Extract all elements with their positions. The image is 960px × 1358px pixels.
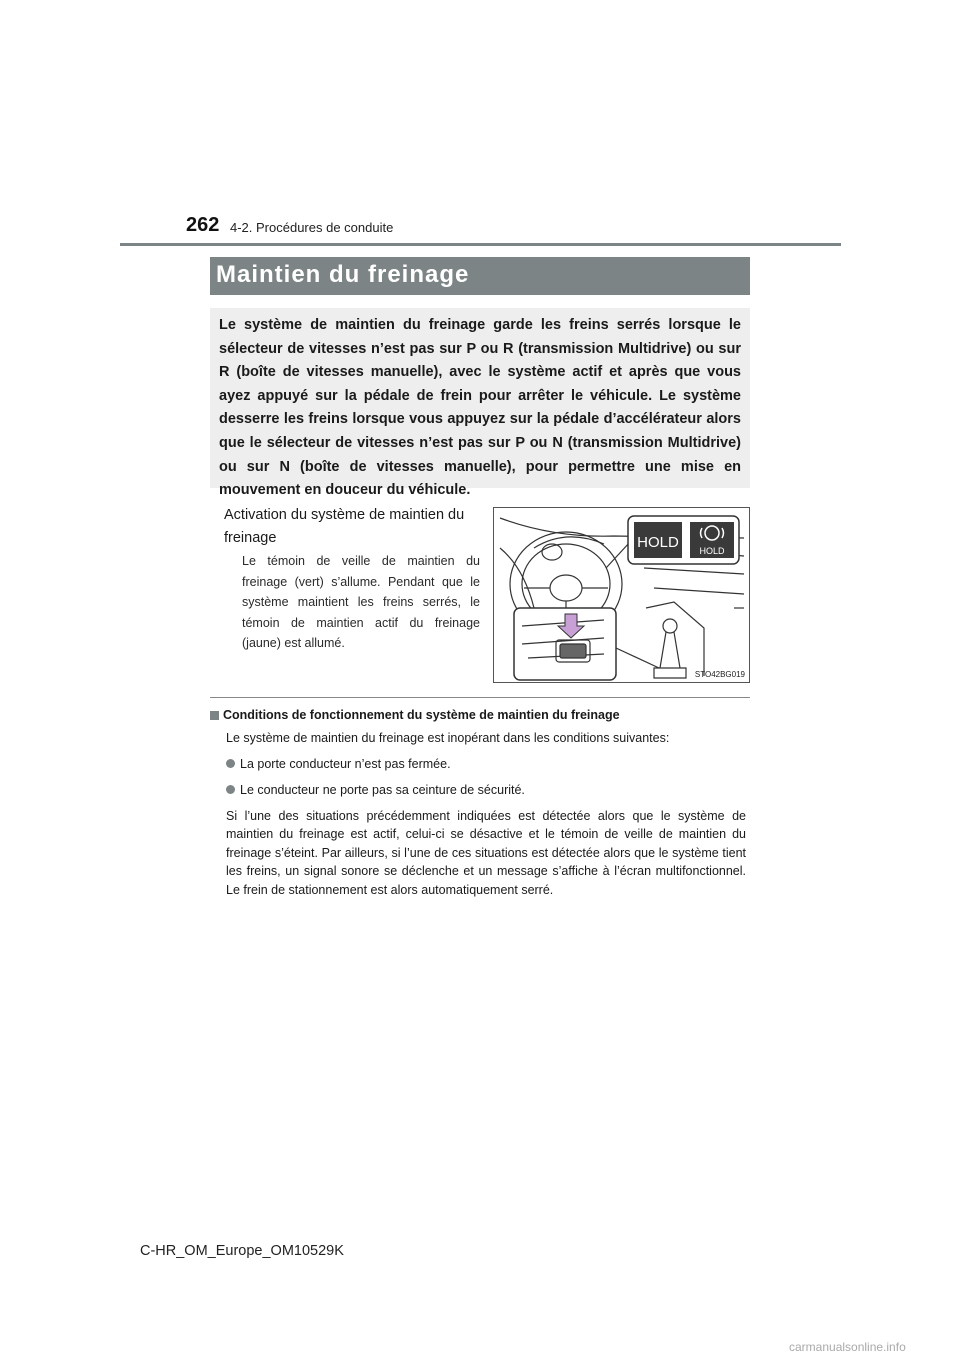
conditions-heading: Conditions de fonctionnement du système de maintien du freinage [223,708,620,722]
conditions-intro: Le système de maintien du freinage est inopérant dans les conditions suivantes: [226,731,670,745]
square-bullet-icon [210,711,219,720]
section-rule [210,697,750,698]
list-item [226,755,746,773]
step-description: Le témoin de veille de maintien du freinage (vert) s’allume. Pendant que le système maintient les freins serrés, le témoin de maintien actif du freinage (jaune) est allumé. [242,554,480,650]
intro-box [210,308,750,499]
conditions-section [210,706,746,899]
section-title-bar [210,257,750,295]
footer-model-code: C-HR_OM_Europe_OM10529K [140,1243,344,1259]
watermark: carmanualsonline.info [789,1340,906,1354]
step-title: Activation du système de maintien du freinage [224,507,465,546]
section-reference: 4-2. Procédures de conduite [230,220,394,235]
hold-active-indicator-text: HOLD [699,546,725,556]
conditions-heading-row [210,706,746,724]
circle-bullet-icon [226,759,235,768]
list-item [226,781,746,799]
header-rule [120,243,841,246]
intro-text: Le système de maintien du freinage garde les freins serrés lorsque le sélecteur de vitesses n’est pas sur P ou R (transmission Multidrive) ou sur R (boîte de vitesses manuelle), avec le système actif et après que vous ayez appuyé sur la pédale de frein pour arrêter le véhicule. Le système desserre les freins lorsque vous appuyez sur la pédale d’accélérateur alors que le sélecteur de vitesses n’est pas sur P ou N (transmission Multidrive) ou sur N (boîte de vitesses manuelle), pour permettre une mise en mouvement en douceur du véhicule. [219,317,741,499]
list-item-text: Le conducteur ne porte pas sa ceinture de sécurité. [240,783,525,797]
cockpit-drawing [494,508,750,683]
conditions-paragraph: Si l’une des situations précédemment indiquées est détectée alors que le système de maintien du freinage est actif, celui-ci se désactive et le témoin de veille de maintien du freinage s’éteint. Par ailleurs, si l’une de ces situations est détectée alors que le système tient les freins, un signal sonore se déclenche et un message s’affiche à l’écran multifonctionnel. Le frein de stationnement est alors automatiquement serré. [226,809,746,897]
hold-indicator-text: HOLD [637,534,679,551]
page-number: 262 [186,214,220,236]
circle-bullet-icon [226,785,235,794]
hold-switch-illustration [493,507,750,683]
page-title: Maintien du freinage [216,261,470,288]
list-item-text: La porte conducteur n’est pas fermée. [240,757,451,771]
figure-code: STO42BG019 [694,670,745,679]
